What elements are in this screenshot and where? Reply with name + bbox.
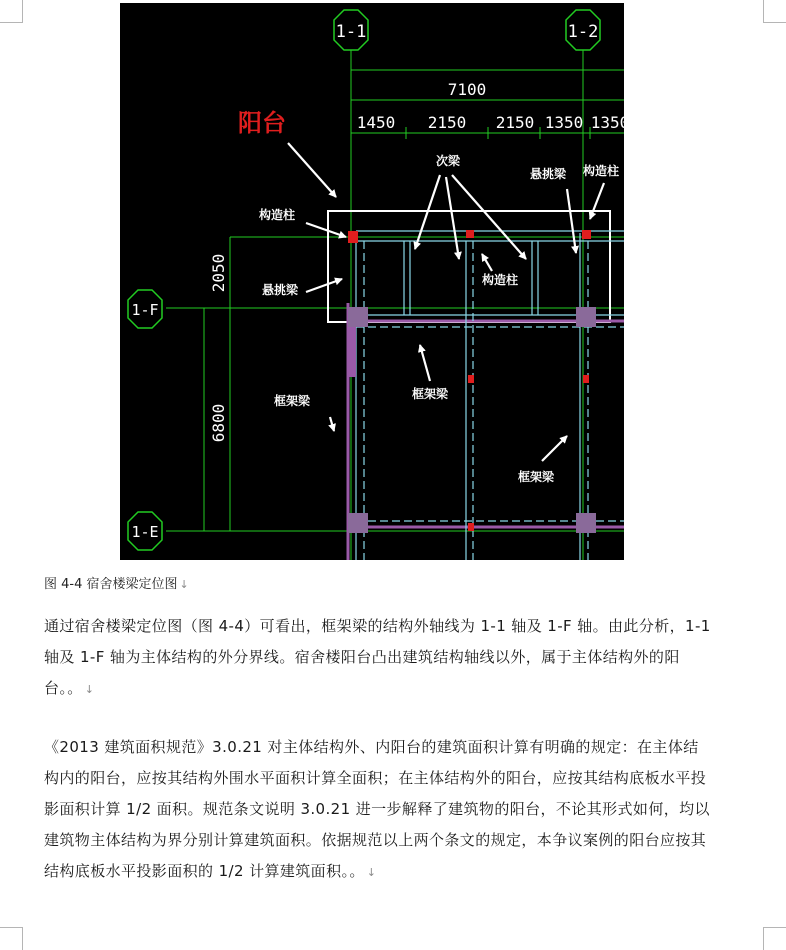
frame-beam-label-mid: 框架梁 (411, 387, 449, 401)
constructional-columns (348, 230, 591, 531)
column-label-right: 构造柱 (582, 164, 620, 178)
axis-bubble-1-2 (566, 10, 600, 50)
paragraph-1-text: 通过宿舍楼梁定位图（图 4-4）可看出，框架梁的结构外轴线为 1-1 轴及 1-F 轴。由此分析，1-1 轴及 1-F 轴为主体结构的外分界线。宿舍楼阳台凸出建筑结构轴线以外，属于主体结构外的阳台。。 (44, 617, 711, 697)
frame-columns (348, 307, 596, 533)
axis-bubble-1-e (128, 512, 162, 550)
page-corner-mark-top-right (763, 0, 786, 23)
annotation-arrows (288, 143, 604, 461)
axis-label-1-2: 1-2 (567, 22, 599, 42)
axis-bubble-1-f (128, 290, 162, 328)
page-corner-mark-bottom-left (0, 927, 23, 950)
cad-drawing-svg (120, 3, 630, 560)
frame-beam-label-right: 框架梁 (517, 470, 555, 484)
dimension-vertical-1: 2050 (209, 253, 228, 293)
beam-layout-drawing (120, 3, 630, 560)
dimension-total: 7100 (447, 80, 487, 99)
axis-label-1-f: 1-F (131, 301, 159, 319)
dimension-vertical-2: 6800 (209, 403, 228, 443)
dimension-1: 1450 (356, 113, 396, 132)
paragraph-mark: ↓ (84, 683, 95, 696)
paragraph-2-text: 《2013 建筑面积规范》3.0.21 对主体结构外、内阳台的建筑面积计算有明确的规定：在主体结构内的阳台，应按其结构外围水平面积计算全面积；在主体结构外的阳台，应按其结构底板水平投影面积计算 1/2 面积。规范条文说明 3.0.21 进一步解释了建筑物的阳台，不论其形式如何，均以建筑物主体结构为界分别计算建筑面积。依据规范以上两个条文的规定，本争议案例的阳台应按其结构底板水平投影面积的 1/2 计算建筑面积。。 (44, 738, 710, 880)
axis-bubble-1-1 (334, 10, 368, 50)
page-corner-mark-top-left (0, 0, 23, 23)
dimension-3: 2150 (495, 113, 535, 132)
frame-beam-label-left: 框架梁 (273, 394, 311, 408)
column-label-left: 构造柱 (258, 208, 296, 222)
cantilever-beam-label-right: 悬挑梁 (529, 167, 567, 181)
dimension-5: 1350 (590, 113, 630, 132)
balcony-label: 阳台 (238, 109, 286, 137)
paragraph-2 (44, 732, 712, 888)
paragraph-mark: ↓ (179, 578, 189, 591)
balcony-outline (328, 211, 610, 322)
page-corner-mark-bottom-right (763, 927, 786, 950)
dimension-lines (204, 70, 624, 531)
axis-label-1-1: 1-1 (335, 22, 367, 42)
column-label-mid: 构造柱 (481, 273, 519, 287)
paragraph-1 (44, 611, 712, 705)
paragraph-mark: ↓ (366, 866, 377, 879)
dimension-4: 1350 (544, 113, 584, 132)
figure-caption-text: 图 4-4 宿舍楼梁定位图 (44, 577, 178, 592)
axis-label-1-e: 1-E (131, 523, 159, 541)
secondary-beam-label: 次梁 (435, 154, 461, 168)
cantilever-beam-label-left: 悬挑梁 (261, 283, 299, 297)
figure-caption (44, 573, 189, 592)
dimension-2: 2150 (427, 113, 467, 132)
